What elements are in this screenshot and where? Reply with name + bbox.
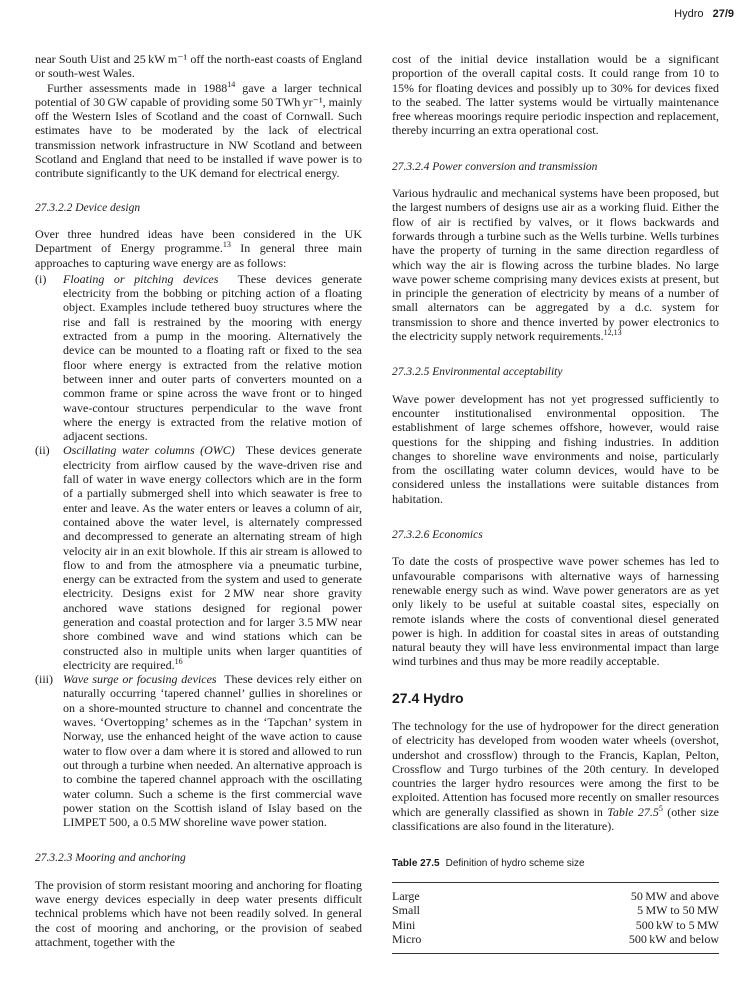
scheme-range: 5 MW to 50 MW [637,903,719,918]
table-row [392,882,719,903]
list-item-wave-surge [35,672,362,829]
heading-economics: 27.3.2.6 Economics [392,529,483,542]
hydro-size-table [392,882,719,954]
heading-mooring: 27.3.2.3 Mooring and anchoring [35,852,186,865]
running-header [674,8,734,20]
paragraph-wave-resource: near South Uist and 25 kW m⁻¹ off the north-east coasts of England or south-west Wales. [35,52,362,81]
paragraph-economics: To date the costs of prospective wave power schemes has led to unfavourable comparisons with alternative ways of harnessing renewable energy such as wind. Wave power generators are as yet only likely to be useful at suitable coastal sites, especially on remote islands where the costs of conventional diesel generated power is high. In addition for coastal sites in areas of outstanding natural beauty they will have less environmental impact than large wind turbines and thus may be more readily acceptable. [392,554,719,669]
table-caption-text: Definition of hydro scheme size [445,858,585,870]
list-number: (i) [35,271,47,286]
list-item-text: These devices generate electricity from the bobbing or pitching action of a floating object. Examples include tethered buoy structures where the rise and fall is restrained by the mooring with energy extracted from a pump in the mooring. Alternatively the device can be mounted to a floating raft or fixed to the sea floor where energy is extracted from the relative motion between inner and outer parts of converters mounted on a common frame or spine across the wave front or to hinged wave-contour structures perpendicular to the wave front where the energy is extracted from the relative motion of adjacent sections. [63,271,362,444]
scheme-name: Large [392,888,420,903]
table-row [392,932,719,953]
paragraph-installation-cost: cost of the initial device installation would be a significant proportion of the overall capital costs. It could range from 10 to 15% for floating devices and possibly up to 30% for devices fixed to the seabed. The latter systems would be virtually maintenance free whereas moorings require periodic inspection and replacement, thereby incurring an extra operational cost. [392,52,719,138]
list-item-title: Floating or pitching devices [63,271,219,286]
list-item-floating-devices [35,272,362,444]
table-row [392,903,719,918]
page-number: 27/9 [712,8,734,20]
table-caption [392,857,719,871]
table-row [392,918,719,933]
scheme-range: 500 kW and below [628,932,719,947]
running-header-section: Hydro [674,8,704,20]
list-item-title: Wave surge or focusing devices [63,672,217,687]
reference-superscript: 13 [222,240,231,250]
paragraph-mooring: The provision of storm resistant mooring and anchoring for floating wave energy devices especially in deep water presents difficult technical problems which have not been readily solved. In general the cost of mooring and anchoring, or the provision of seabed attachment, together with the [35,877,362,949]
list-number: (iii) [35,672,53,687]
reference-superscript: 16 [174,656,183,666]
heading-device-design: 27.3.2.2 Device design [35,201,141,214]
paragraph-device-design: Over three hundred ideas have been considered in the UK Department of Energy programme.$^{13}$ In general three main approaches to capturing wave energy are as follows: [35,226,363,270]
paragraph-power-conversion: Various hydraulic and mechanical systems have been proposed, but the largest numbers of designs use air as a working fluid. Either the flow of air is rectified by valves, or it flows backwards and forwards through a turbine such as the Wells turbine. Wells turbines have the property of turning in the same direction regardless of which way the air is flowing across the turbine blades. No large wave power scheme comprising many devices exists at present, but in principle the generation of electricity by means of a number of small alternators can be aggregated by a d.c. system for transmission to shore and thence inverted by power electronics to the electricity supply network requirements.$^{12,13}$ [392,186,719,344]
list-item-title: Oscillating water columns (OWC) [63,443,235,458]
scheme-range: 50 MW and above [630,888,719,903]
scheme-range: 500 kW to 5 MW [635,917,719,932]
left-column [35,52,362,949]
paragraph-environmental: Wave power development has not yet progressed sufficiently to encounter institutionalised environmental opposition. The establishment of large schemes offshore, however, would raise questions for the shipping and fishing industries. In addition changes to shoreline wave environments and noise, particularly from the oscillating water column devices, would have to be considered unless the installations were suitable distances from habitation. [392,391,719,506]
paragraph-further-assessments: Further assessments made in 1988$^{14}$ gave a larger technical potential of 30 GW capable of providing some 50 TWh yr⁻¹, mainly off the Western Isles of Scotland and the coast of Cornwall. Such estimates have to be moderated by the lack of electrical transmission network infrastructure in NW Scotland and between Scotland and England that need to be installed if wave power is to contribute significantly to the UK demand for electrical energy. [35,79,362,181]
heading-power-conversion: 27.3.2.4 Power conversion and transmission [392,160,598,173]
list-number: (ii) [35,443,50,458]
paragraph-hydro: The technology for the use of hydropower for the direct generation of electricity has developed from wooden water wheels (overshot, undershot and crossflow) through to the Francis, Kaplan, Pelton, Crossflow and Turgo turbines of the 20th century. In developed countries the larger hydro resources were among the first to be exploited. Attention has focused more recently on smaller resources which are generally classified as shown in Table 27.5$^5$ (other size classifications are also found in the literature). [392,718,719,834]
table-label: Table 27.5 [392,858,440,870]
reference-superscript: 5 [658,803,663,813]
heading-environmental: 27.3.2.5 Environmental acceptability [392,366,563,379]
list-item-text: These devices rely either on naturally occurring ‘tapered channel’ gullies in shorelines or on a shore-mounted structure to channel and concentrate the waves. ‘Overtopping’ schemes as in the ‘Tapchan’ system in Norway, use the enhanced height of the wave action to cause water to flow over a dam where it is stored and allowed to run out through a turbine when needed. An alternative approach is to combine the tapered channel approach with the oscillating water column. Such a scheme is the first commercial wave power station on the Scottish island of Islay based on the LIMPET 500, a 0.5 MW shoreline wave power station. [63,672,362,830]
reference-superscript: 12,13 [603,328,622,338]
scheme-name: Small [392,903,421,918]
table-reference: Table 27.5 [607,804,659,819]
list-item-owc [35,443,362,672]
reference-superscript: 14 [227,79,236,89]
section-title-hydro: 27.4 Hydro [392,689,464,706]
scheme-name: Micro [392,932,422,947]
list-item-text: These devices generate electricity from airflow caused by the wave-driven rise and fall of water in wave energy collectors which are in the form of a partially submerged shell into which seawater is free to enter and leave. As the water enters or leaves a column of air, contained above the water level, is alternately compressed and decompressed to generate an alternating stream of high velocity air in an exit blowhole. If this air stream is allowed to flow to and from the atmosphere via a pneumatic turbine, energy can be extracted from the system and used to generate electricity. Designs exist for 2 MW near shore gravity anchored wave stations designed for regional power generation and coastal protection and for larger 3.5 MW near shore combined wave and wind stations which can be constructed also in multiple units when larger quantities of electricity are required. [63,443,362,672]
scheme-name: Mini [392,917,416,932]
right-column [392,52,719,954]
